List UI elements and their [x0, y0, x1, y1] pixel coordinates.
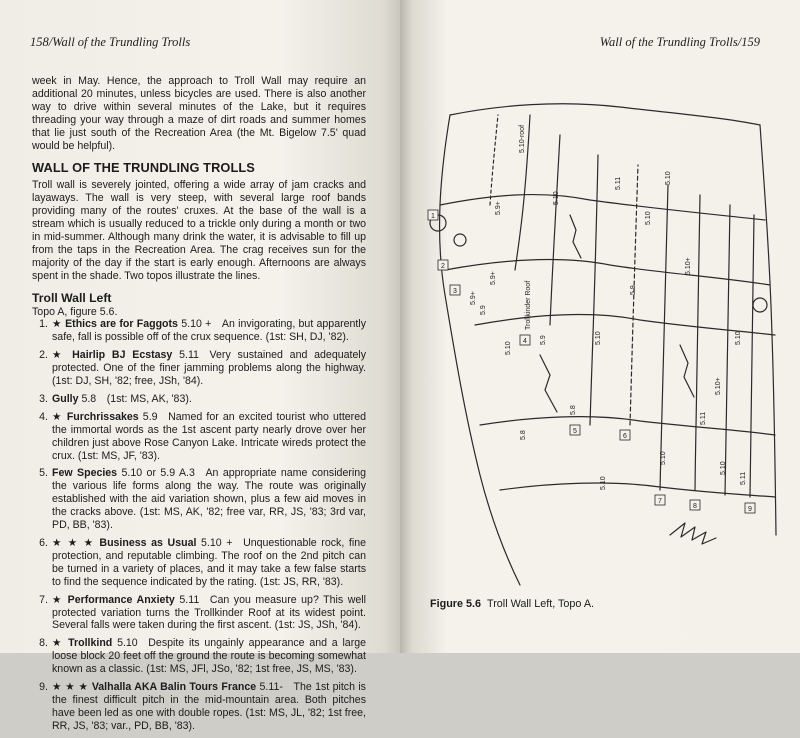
route-stars: ★ ★ ★	[52, 681, 89, 694]
route-description: An appropriate name considering the various life forms along the way. The route was originally established with the aid variation shown, plus a few aid moves in the cracks above. (1st: MS, AK, '82; free var, RR, JS, '83; 3rd var, PD, BB, '83).	[52, 467, 366, 532]
route-grade: 5.11	[179, 349, 199, 362]
route-name: Few Species	[52, 467, 118, 480]
route-description: Can you measure up? This well protected variation turns the Trollkinder Roof at its widest point. Several falls were taken during the first ascent. (1st: JS, JSh, '84).	[52, 593, 366, 632]
topo-label: 5.10	[645, 211, 652, 225]
route-item	[32, 411, 366, 463]
topo-label: 5.9	[630, 285, 637, 295]
topo-label: 5.10	[595, 331, 602, 345]
route-stars: ★	[52, 637, 64, 650]
topo-brush	[670, 523, 716, 544]
route-grade: 5.10 +	[201, 537, 233, 549]
subsection-reference: Topo A, figure 5.6.	[32, 305, 118, 318]
topo-label: 5.9+	[490, 271, 497, 285]
route-item	[32, 594, 366, 633]
route-item	[32, 318, 366, 344]
route-name: Business as Usual	[99, 537, 197, 549]
topo-route-marker	[570, 425, 580, 435]
route-grade: 5.11	[179, 593, 200, 606]
route-number: 9.	[39, 681, 48, 694]
svg-text:5: 5	[573, 428, 577, 435]
svg-text:7: 7	[658, 498, 662, 505]
route-description: Very sustained and adequately protected. One of the finer jamming problems along the highway. (1st: DJ, SH, '82; free, JSh, '84).	[52, 349, 366, 388]
topo-label: 5.10-roof	[519, 124, 526, 153]
route-number: 4.	[39, 410, 48, 423]
running-head-right: Wall of the Trundling Trolls/159	[599, 35, 760, 49]
route-item	[32, 467, 366, 532]
route-stars: ★	[52, 410, 63, 423]
route-description: An invigorating, but apparently safe, fall is possible off of the crux sequence. (1st: SH, DJ, '82).	[52, 318, 366, 344]
topo-route-marker	[745, 503, 755, 513]
topo-label: 5.10	[735, 331, 742, 345]
topo-label: 5.9	[540, 335, 547, 345]
route-item	[32, 393, 366, 406]
topo-label: 5.10	[660, 451, 667, 465]
figure-caption-text: Troll Wall Left, Topo A.	[487, 598, 595, 610]
route-name: Performance Anxiety	[67, 593, 175, 606]
topo-tree	[753, 298, 767, 312]
route-grade: 5.10 +	[181, 318, 212, 331]
route-number: 3.	[39, 392, 48, 405]
route-number: 5.	[39, 467, 48, 480]
route-number: 6.	[39, 537, 48, 549]
svg-text:2: 2	[441, 263, 445, 270]
topo-route-line	[550, 135, 560, 325]
route-item	[32, 681, 366, 733]
svg-text:3: 3	[453, 288, 457, 295]
topo-label: 5.11	[615, 176, 622, 190]
route-number: 2.	[39, 349, 48, 362]
topo-label: 5.10	[665, 171, 672, 185]
topo-route-marker	[655, 495, 665, 505]
route-stars: ★	[52, 318, 62, 331]
subsection-title: Troll Wall Left	[32, 290, 112, 305]
topo-route-line	[590, 155, 598, 425]
topo-label: 5.10	[600, 476, 607, 490]
topo-route-marker	[428, 210, 438, 220]
topo-roof-band	[475, 315, 775, 335]
section-title: WALL OF THE TRUNDLING TROLLS	[32, 160, 255, 176]
svg-text:1: 1	[431, 213, 435, 220]
route-list	[32, 318, 366, 732]
topo-route-marker	[450, 285, 460, 295]
topo-route-line	[490, 115, 498, 205]
route-number: 7.	[39, 593, 48, 606]
topo-label: 5.10	[553, 191, 560, 205]
topo-crack	[680, 345, 694, 397]
route-grade: 5.11-	[259, 681, 283, 694]
route-name: Furchrissakes	[66, 410, 139, 423]
route-name: Hairlip BJ Ecstasy	[72, 349, 173, 362]
topo-diagram	[420, 95, 782, 595]
topo-label: 5.8	[520, 430, 527, 440]
route-description: (1st: MS, AK, '83).	[106, 392, 192, 405]
route-description: Despite its ungainly appearance and a large loose block 20 feet off the ground the route is becoming somewhat known as a classic. (1st: MS, JFl, JSo, '82; 1st free, JS, MS, '83).	[52, 637, 366, 676]
topo-label: 5.9+	[495, 201, 502, 215]
svg-text:6: 6	[623, 433, 627, 440]
left-text-column	[32, 75, 366, 738]
route-description: The 1st pitch is the finest difficult pitch in the mid-mountain area. Both pitches have been led as one with double ropes. (1st: MS, JL, '82; 1st free, RR, JS, '83; var., PD, BB, '83).	[52, 681, 366, 732]
topo-label: 5.11	[700, 411, 707, 425]
topo-route-line	[725, 205, 730, 495]
route-name: Gully	[52, 392, 79, 405]
topo-wall-edge	[760, 125, 776, 535]
route-number: 8.	[39, 637, 48, 650]
route-grade: 5.9	[142, 410, 158, 423]
topo-route-line	[660, 185, 668, 490]
topo-route-marker	[620, 430, 630, 440]
topo-route-marker	[438, 260, 448, 270]
topo-label: 5.9	[480, 305, 487, 315]
route-name: Trollkind	[68, 637, 113, 650]
route-grade: 5.8	[81, 392, 97, 405]
topo-route-marker	[690, 500, 700, 510]
svg-text:8: 8	[693, 503, 697, 510]
route-grade: 5.10 or 5.9 A.3	[121, 467, 195, 480]
topo-roof-band	[450, 104, 760, 125]
running-head-left: 158/Wall of the Trundling Trolls	[30, 35, 191, 49]
topo-label: 5.10	[505, 341, 512, 355]
topo-crack	[540, 355, 557, 412]
route-item	[32, 637, 366, 676]
topo-route-line	[750, 215, 754, 497]
left-page	[0, 0, 400, 732]
topo-label: 5.11	[740, 471, 747, 485]
route-description: Named for an excited tourist who uttered the immortal words as the 1st ascent party nearly drove over her children just above Rose Canyon Lake. Intricate wireds protect the crux. (1st: MS, JF, '83).	[52, 410, 366, 462]
route-name: Valhalla AKA Balin Tours France	[91, 681, 257, 694]
topo-label: 5.10+	[685, 257, 692, 275]
topo-tree	[454, 234, 466, 246]
route-stars: ★	[52, 349, 66, 362]
intro-paragraph: week in May. Hence, the approach to Troll Wall may require an additional 20 minutes, unless bicycles are used. There is also another way to drive within several minutes of the Lake, but it requires threading your way through a maze of dirt roads and summer homes that lie just south of the Recreation Area (the Mt. Bigelow 7.5' quad would be helpful).	[32, 75, 366, 152]
figure-number: Figure 5.6	[430, 598, 482, 610]
topo-label: 5.10	[720, 461, 727, 475]
route-grade: 5.10	[117, 637, 138, 650]
route-name: Ethics are for Faggots	[65, 318, 178, 331]
figure-caption	[430, 598, 594, 610]
topo-route-line	[695, 195, 700, 490]
topo-label: 5.10+	[715, 377, 722, 395]
route-number: 1.	[39, 318, 48, 331]
svg-text:9: 9	[748, 506, 752, 513]
route-stars: ★ ★ ★	[52, 537, 95, 549]
topo-crack	[570, 215, 581, 258]
svg-text:4: 4	[523, 338, 527, 345]
section-paragraph: Troll wall is severely jointed, offering a wide array of jam cracks and layaways. The wall is very steep, with several large roof bands providing many of the routes' cruxes. At the base of the wall is a stream which is usually reduced to a trickle only during a month or two in mid-summer. Although many drink the water, it is advisable to fill up from the taps in the Recreation Area. The crag receives sun for the majority of the day if the start is early enough. Afternoons are always spent in the shade. Two topos illustrate the lines.	[32, 179, 366, 282]
topo-route-marker	[520, 335, 530, 345]
topo-label: Trollkinder Roof	[525, 280, 532, 330]
topo-roof-band	[500, 483, 775, 497]
topo-label: 5.9+	[470, 291, 477, 305]
route-item	[32, 537, 366, 589]
route-description: Unquestionable rock, fine protection, and reputable climbing. The roof on the 2nd pitch can be turned in a variety of places, and it may take a few false starts to find the sequence indicated by the rating. (1st: JS, RR, '83).	[52, 537, 366, 588]
route-item	[32, 349, 366, 388]
topo-roof-band	[440, 195, 765, 220]
route-stars: ★	[52, 593, 64, 606]
topo-label: 5.8	[570, 405, 577, 415]
